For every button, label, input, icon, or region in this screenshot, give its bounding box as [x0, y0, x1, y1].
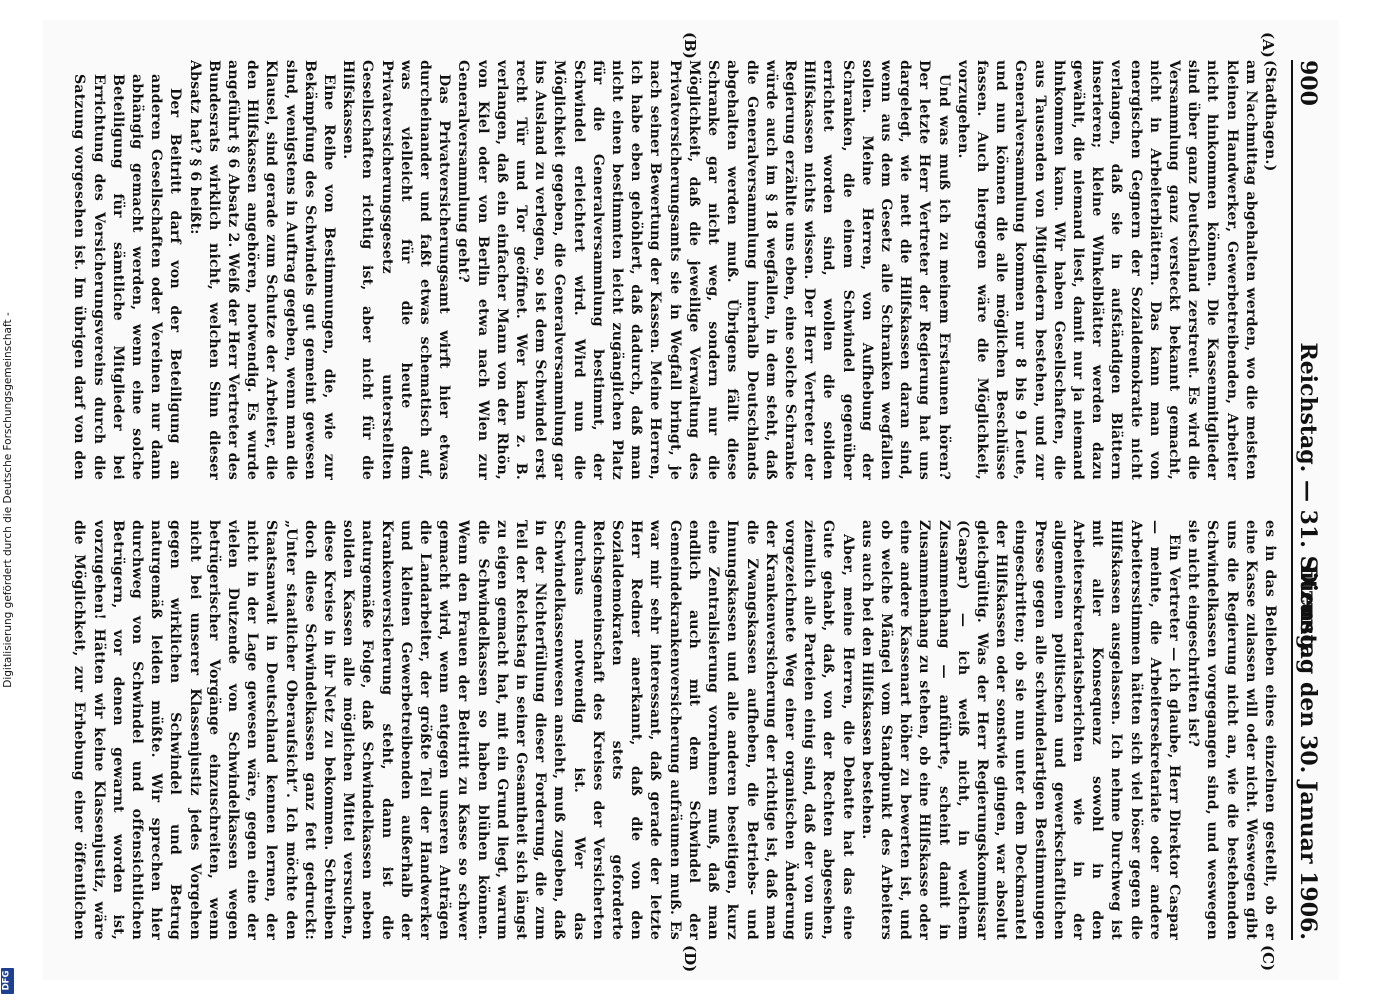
margin-marker-b: (B) [681, 32, 699, 59]
speaker-name: (Stadthagen.) [1262, 60, 1278, 172]
page-number: 900 [1295, 60, 1321, 106]
margin-marker-d: (D) [681, 945, 699, 973]
session-title: Reichstag. — 31. Sitzung. [1295, 342, 1321, 658]
paragraph: Aber, meine Herren, die Debatte hat das eine Gute gehabt, daß, von der Rechten abgesehen, ziemlich alle Parteien einig sind, daß der von uns vorgezeichnete Weg einer organischen Änderung der Krankenversicherung der richtige ist, daß man die Zwangskassen aufheben, die Betriebs- und Innungskassen und alle anderen beseitigen, kurz eine Zentralisierung vornehmen muß, daß man endlich auch mit dem Schwindel der Gemeindekrankenversicherung aufräumen muß. Es war mir sehr interessant, daß gerade der letzte Herr Redner anerkannt, daß die von den Sozialdemokraten stets geforderte Reichsgemeinschaft des Kreises der Versicherten durchaus notwendig ist. Wer das Schwindelkassenwesen ansieht, muß zugeben, daß in der Nichterfüllung dieser Forderung, die zum Teil der Reichstag in seiner Gesamtheit sich längst zu eigen gemacht hat, mit ein Grund liegt, warum die Schwindelkassen so haben blühen können. Wenn den Frauen der Beitritt zu Kasse so schwer gemacht wird, wenn entgegen unseren Anträgen die Landarbeiter, der größte Teil der Handwerker und kleinen Gewerbetreibenden außerhalb der Krankenversicherung steht, dann ist die naturgemäße Folge, daß Schwindelkassen neben soliden Kassen alle möglichen Mittel versuchen, diese Kreise in ihr Netz zu bekommen. Schreiben doch diese Schwindelkassen ganz fett gedruckt: „Unter staatlicher Oberaufsicht“. Ich möchte den Staatsanwalt in Deutschland kennen lernen, der nicht in der Lage gewesen wäre, gegen eine der vielen Dutzende von Schwindelkassen wegen betrügerischer Vorgänge einzuschreiten, wenn nicht bei unserer Klassenjustiz jedes Vorgehen gegen wirklichen Schwindel und Betrug naturgemäß leiden müßte. Wir sprechen hier durchweg von Schwindel und offensichtlichen Betrügern, vor denen gewarnt worden ist, vorzugehen! Hätten wir keine Klassenjustiz, wäre die Möglichkeit, zur Erhebung einer öffentlichen [71, 520, 856, 940]
dfg-logo [1, 968, 14, 994]
page-header [1291, 60, 1323, 940]
left-column-upper [69, 60, 1279, 480]
paragraph: Eine Reihe von Bestimmungen, die, wie zur Bekämpfung des Schwindels gut gemeint gewesen sind, wenigstens in Auftrag gegeben, wenn man die Klausel, sind gerade zum Schutze der Arbeiter, die den Hilfskassen angehören, notwendig. Es wurde angeführt § 6 Absatz 2. Weiß der Herr Vertreter des Bundesrats wirklich nicht, welchen Sinn dieser Absatz hat? § 6 heißt: [186, 60, 338, 480]
paragraph: Das Privatversicherungsamt wirft hier etwas durcheinander und faßt etwas schematisch auf, was vielleicht für die heute dem Privatversicherungsgesetz unterstellten Gesellschaften richtig ist, aber nicht für die Hilfskassen. [340, 60, 453, 480]
paragraph: Und was muß ich zu meinem Erstaunen hören? Der letzte Herr Vertreter der Regierung hat uns dargelegt, wie nett die Hilfskassen daran sind, wenn aus dem Gesetz alle Schranken wegfallen sollen. Meine Herren, von Aufhebung der Schranken, die einem Schwindel gegenüber errichtet worden sind, wollen die soliden Hilfskassen nichts wissen. Der Herr Vertreter der Regierung erzählte uns eben, eine solche Schranke würde auch im § 18 wegfallen, in dem steht, daß die Generalversammlung innerhalb Deutschlands abgehalten werden muß. Übrigens fällt diese Schranke gar nicht weg, sondern nur die Möglichkeit, daß die jeweilige Verwaltung des Privatversicherungsamts sie in Wegfall bringt, je nach seiner Bewertung der Kassen. Meine Herren, ich habe eben gehöhlert, daß dadurch, daß man nicht einen bestimmten leicht zugänglichen Platz für die Generalversammlung bestimmt, der Schwindel erleichtert wird. Wird nun die Möglichkeit gegeben, die Generalversammlung gar ins Ausland zu verlegen, so ist dem Schwindel erst recht Tür und Tor geöffnet. Wer kann z. B. verlangen, daß ein einfacher Mann von der Rhön, von Kiel oder von Berlin etwa nach Wien zur Generalversammlung geht? [455, 60, 952, 480]
funding-credit: Digitalisierung gefördert durch die Deutsche Forschungsgemeinschaft - [2, 312, 14, 688]
dfg-logo-text: DFG [1, 970, 12, 991]
right-column-body [69, 520, 1279, 940]
margin-marker-c: (C) [1259, 945, 1277, 972]
paragraph: es in das Belieben eines einzelnen gestellt, ob er eine Kasse zulassen will oder nicht. Weswegen gibt uns die Regierung nicht an, wie die bestehenden Schwindelkassen vorgegangen sind, und weswegen sie nicht eingeschritten ist? [1185, 520, 1278, 940]
margin-marker-a: (A) [1259, 32, 1277, 58]
digitization-sidebar [0, 0, 14, 1000]
paragraph: Ein Vertreter — ich glaube, Herr Direktor Caspar — meinte, die Arbeitersekretariate oder andere Arbeitersstimmen hätten sich viel böser gegen die Hilfskassen ausgelassen. Ich nehme Durchweg ist mit aller Konsequenz sowohl in den Arbeitersekretariatsberichten wie in der allgemeinen politischen und gewerkschaftlichen Presse gegen alle schwindelartigen Bestimmungen eingeschritten; ob sie nun unter dem Deckmantel der Hilfskassen oder sonstwie gingen, war absolut gleichgültig. Was der Herr Regierungskommissar (Caspar) — ich weiß nicht, in welchem Zusammenhang — anführte, scheint damit in Zusammenhang zu stehen, ob eine Hilfskasse oder eine andere Kassenart höher zu bewerten ist, und ob welche Mängel vom Standpunkt des Arbeiters aus auch bei den Hilfskassen bestehen. [858, 520, 1182, 940]
left-column [69, 60, 1279, 480]
newspaper-page [43, 20, 1339, 980]
session-date: Dienstag den 30. Januar 1906. [1295, 564, 1321, 940]
quoted-paragraph: Der Beitritt darf von der Beteiligung an anderen Gesellschaften oder Vereinen nur dann abhängig gemacht werden, wenn eine solche Beteiligung für sämtliche Mitglieder bei Errichtung des Versicherungsvereins durch die Satzung vorgesehen ist. Im übrigen darf von den [71, 74, 184, 480]
right-column [69, 520, 1279, 940]
paragraph: am Nachmittag abgehalten werden, wo die meisten kleinen Handwerker, Gewerbetreibenden, Arbeiter nicht hinkommen können. Die Kassenmitglieder sind über ganz Deutschland zerstreut. Es wird die Versammlung ganz versteckt bekannt gemacht, nicht in Arbeiterblättern. Das kann man von energischen Gegnern der Sozialdemokratie nicht verlangen, daß sie in aufständigen Blättern inserieren; kleine Winkelblätter werden dazu gewählt, die niemand liest, damit nur ja niemand hinkommen kann. Wir haben Gesellschaften, die aus Tausenden von Mitgliedern bestehen, und zur Generalversammlung kommen nur 8 bis 9 Leute, und nun können die alle möglichen Beschlüsse fassen. Auch hiergegen wäre die Möglichkeit, vorzugehen. [954, 60, 1259, 480]
